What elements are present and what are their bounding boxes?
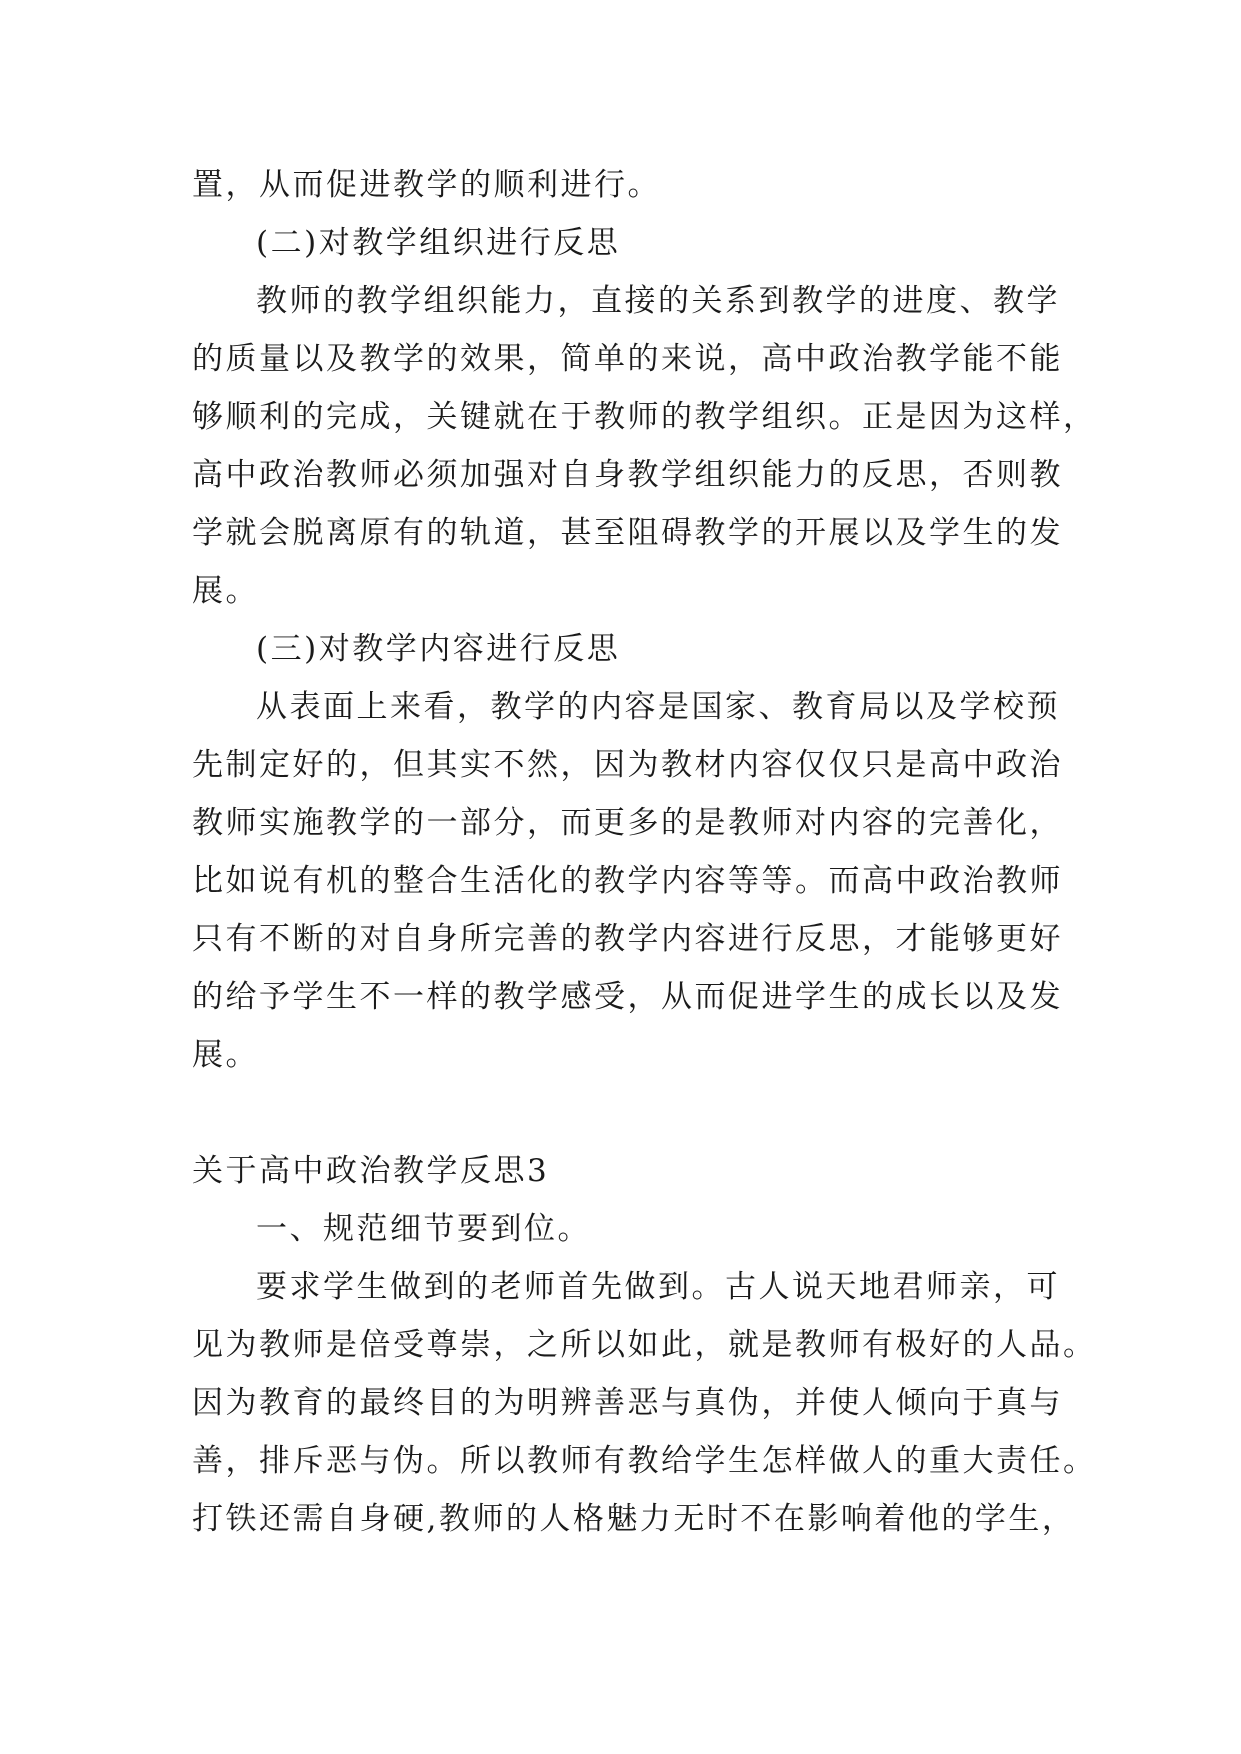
text-line: 先制定好的，但其实不然，因为教材内容仅仅只是高中政治 xyxy=(192,747,1063,783)
text-line: 学就会脱离原有的轨道，甚至阻碍教学的开展以及学生的发 xyxy=(192,515,1063,551)
text-line: 高中政治教师必须加强对自身教学组织能力的反思，否则教 xyxy=(192,457,1063,493)
text-line: 置，从而促进教学的顺利进行。 xyxy=(192,167,661,203)
text-line: 打铁还需自身硬,教师的人格魅力无时不在影响着他的学生， xyxy=(192,1501,1076,1537)
document-body xyxy=(192,156,1097,1548)
text-line: 比如说有机的整合生活化的教学内容等等。而高中政治教师 xyxy=(192,863,1063,899)
paragraph-gap xyxy=(192,1084,1052,1142)
section-heading-2: (二)对教学组织进行反思 xyxy=(256,225,621,261)
subsection-heading-1: 一、规范细节要到位。 xyxy=(256,1211,591,1247)
text-line: 的质量以及教学的效果，简单的来说，高中政治教学能不能 xyxy=(192,341,1063,377)
article-title: 关于高中政治教学反思3 xyxy=(192,1153,550,1189)
text-line: 展。 xyxy=(192,573,259,609)
text-line: 因为教育的最终目的为明辨善恶与真伪，并使人倾向于真与 xyxy=(192,1385,1063,1421)
text-line: 教师的教学组织能力，直接的关系到教学的进度、教学 xyxy=(256,283,1060,319)
text-line: 从表面上来看，教学的内容是国家、教育局以及学校预 xyxy=(256,689,1060,725)
text-line: 只有不断的对自身所完善的教学内容进行反思，才能够更好 xyxy=(192,921,1063,957)
text-line: 见为教师是倍受尊崇，之所以如此，就是教师有极好的人品。 xyxy=(192,1327,1097,1363)
text-line: 善，排斥恶与伪。所以教师有教给学生怎样做人的重大责任。 xyxy=(192,1443,1097,1479)
text-line: 要求学生做到的老师首先做到。古人说天地君师亲，可 xyxy=(256,1269,1060,1305)
text-line: 够顺利的完成，关键就在于教师的教学组织。正是因为这样， xyxy=(192,399,1097,435)
section-heading-3: (三)对教学内容进行反思 xyxy=(256,631,621,667)
text-line: 的给予学生不一样的教学感受，从而促进学生的成长以及发 xyxy=(192,979,1063,1015)
text-line: 教师实施教学的一部分，而更多的是教师对内容的完善化， xyxy=(192,805,1063,841)
text-line: 展。 xyxy=(192,1037,259,1073)
